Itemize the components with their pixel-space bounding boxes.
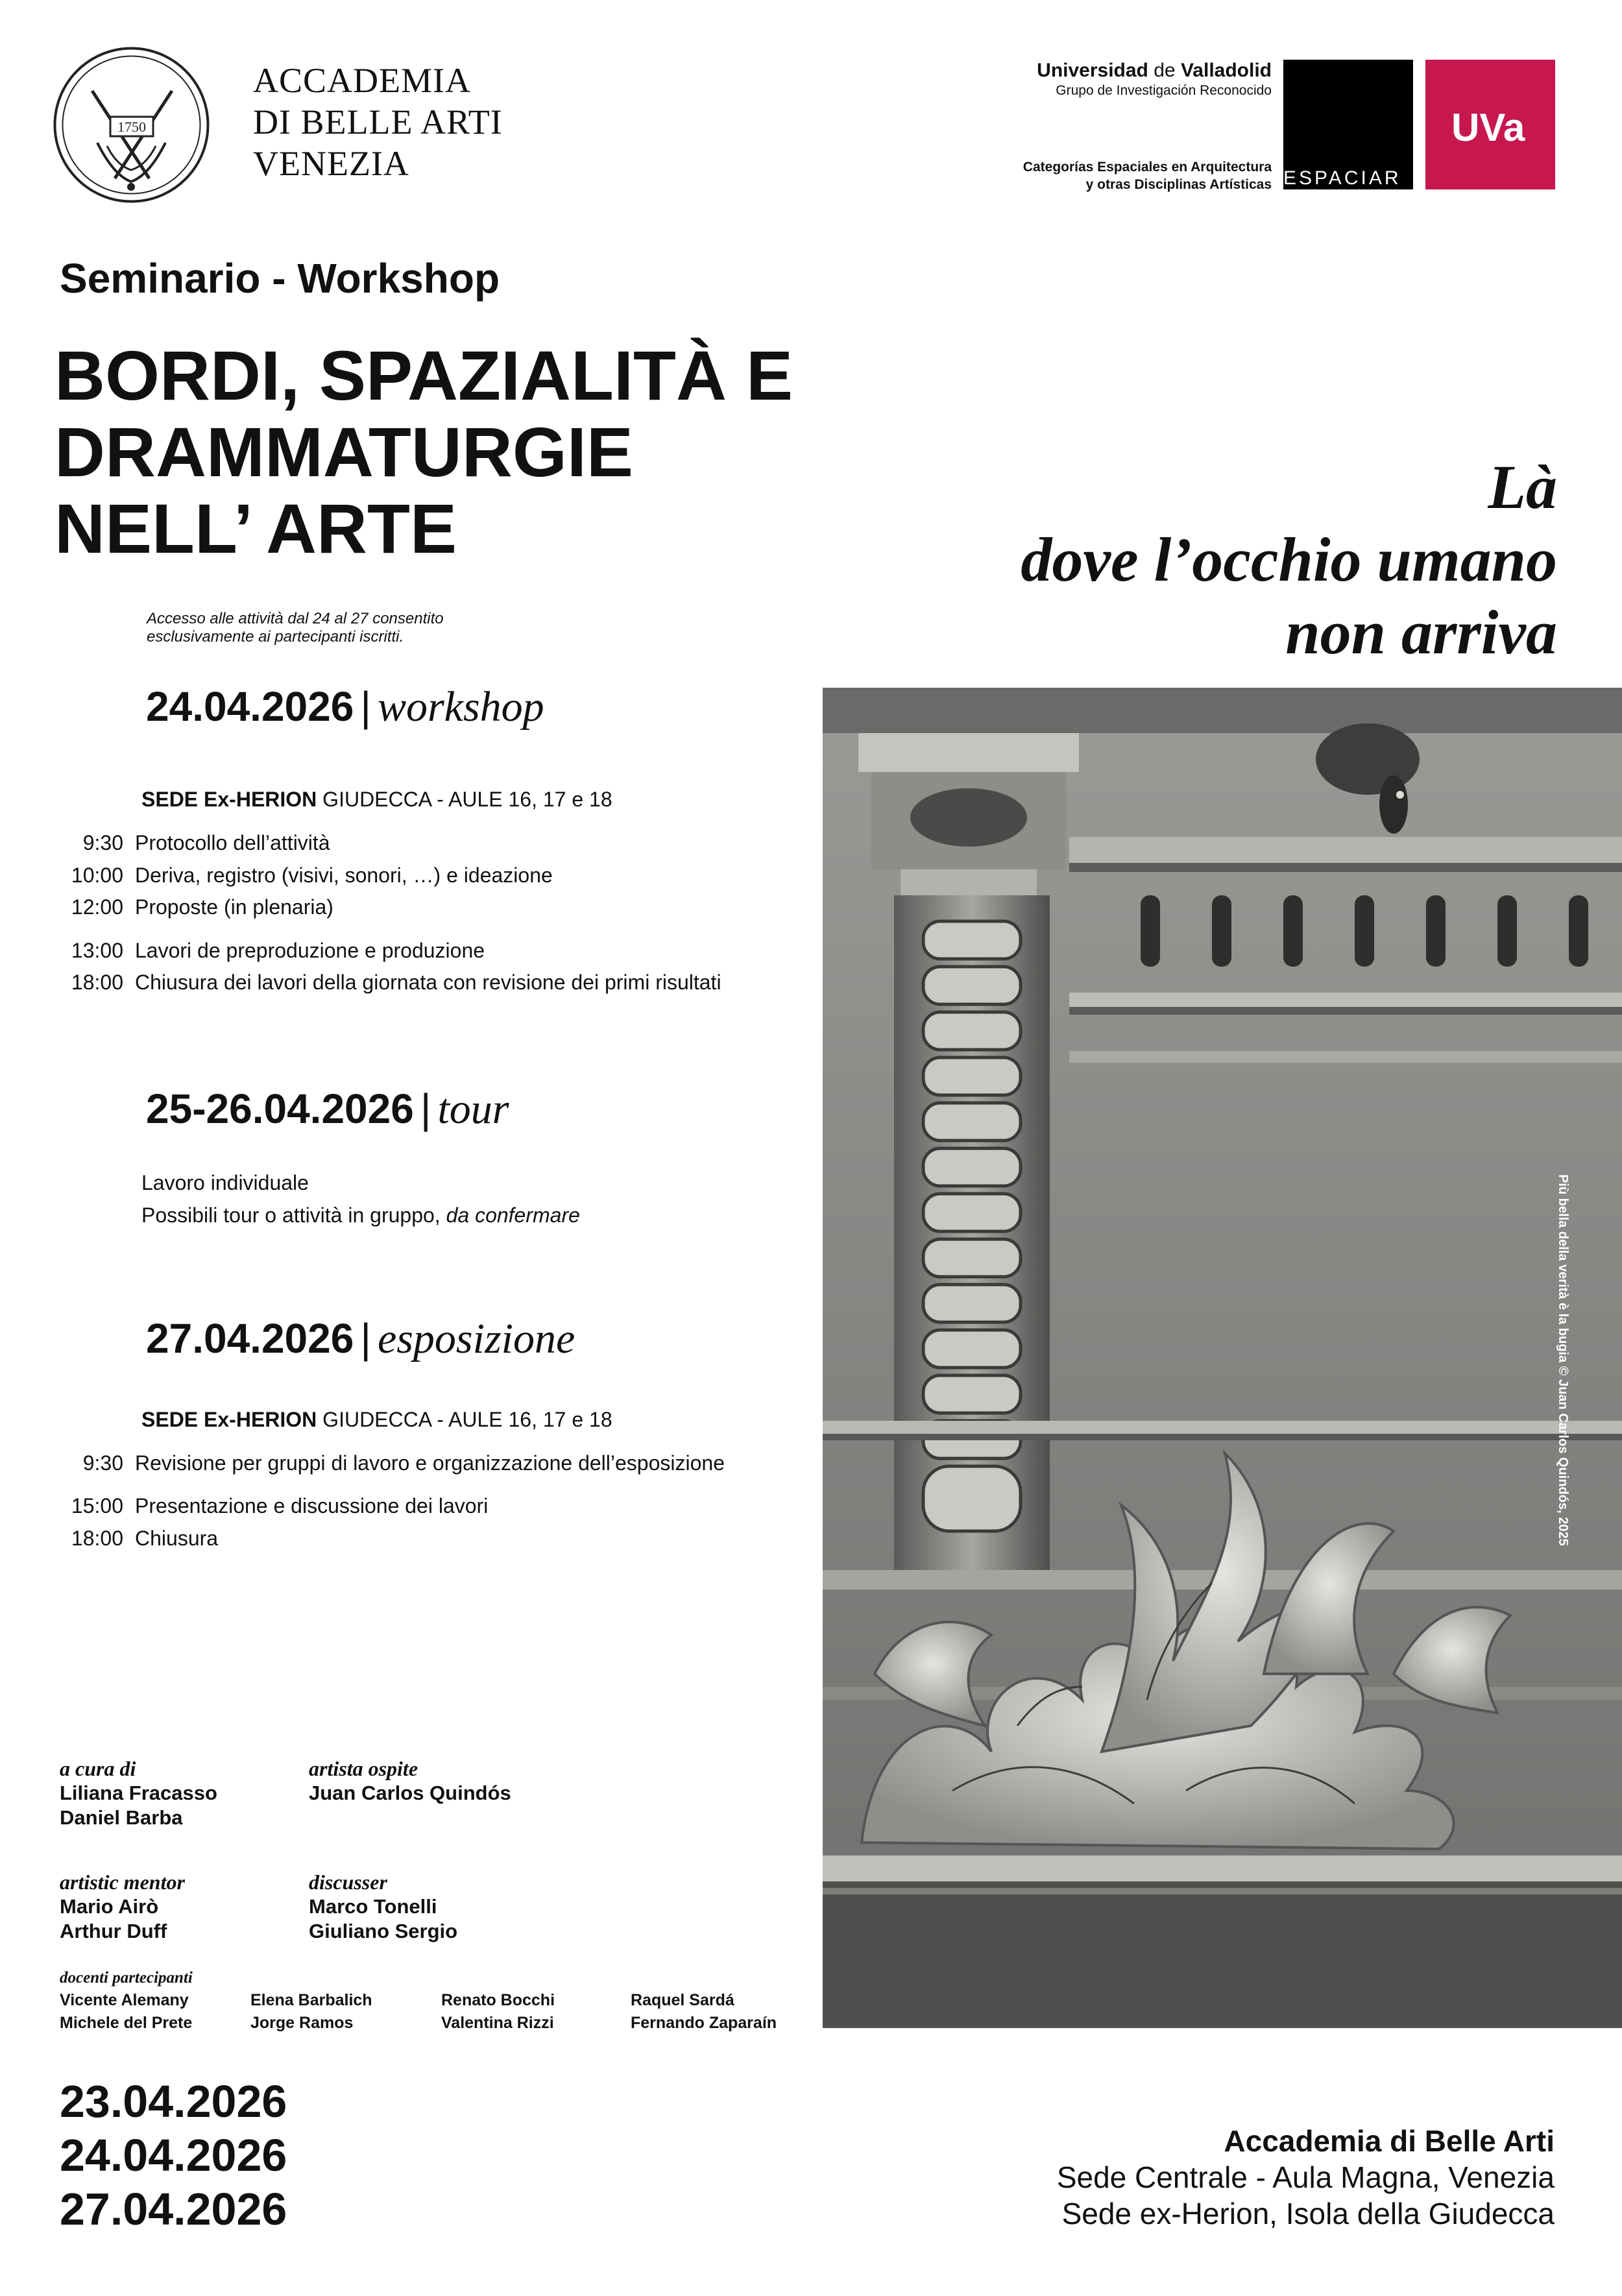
footer-date: 24.04.2026 bbox=[60, 2130, 287, 2181]
credit-person: Giuliano Sergio bbox=[309, 1920, 458, 1942]
credit-person: Liliana Fracasso bbox=[60, 1782, 217, 1804]
tagline-line: non arriva bbox=[1285, 598, 1557, 667]
footer-date: 23.04.2026 bbox=[60, 2076, 287, 2127]
schedule-time: 9:30 bbox=[82, 831, 123, 854]
academy-name-line: DI BELLE ARTI bbox=[253, 103, 503, 141]
credit-person: Arthur Duff bbox=[60, 1920, 167, 1942]
access-note bbox=[147, 610, 444, 646]
academy-name-line: VENEZIA bbox=[253, 144, 409, 183]
espaciar-label: ESPACIAR bbox=[1283, 167, 1413, 189]
day1-venue bbox=[141, 788, 612, 812]
schedule-time: 9:30 bbox=[82, 1451, 123, 1475]
footer-dates bbox=[60, 2075, 287, 2236]
day1-heading bbox=[146, 683, 544, 732]
day3-venue-name: SEDE Ex-HERION bbox=[141, 1408, 317, 1431]
schedule-desc: Presentazione e discussione dei lavori bbox=[135, 1494, 489, 1517]
teacher-column bbox=[250, 1989, 372, 2035]
seal-year: 1750 bbox=[117, 119, 146, 135]
footer-venue bbox=[908, 2123, 1555, 2232]
schedule-desc: Chiusura bbox=[135, 1527, 219, 1550]
credit-role: discusser bbox=[309, 1870, 387, 1894]
credit-person: Mario Airò bbox=[60, 1895, 159, 1918]
schedule-row bbox=[26, 831, 330, 857]
day2-kind: tour bbox=[437, 1085, 509, 1133]
academy-name bbox=[253, 60, 503, 184]
schedule-row bbox=[26, 939, 485, 965]
schedule-desc: Revisione per gruppi di lavoro e organizzazione dell’esposizione bbox=[135, 1451, 725, 1475]
credit-discussers bbox=[309, 1870, 457, 1944]
access-note-line: esclusivamente ai partecipanti iscritti. bbox=[147, 628, 404, 646]
schedule-time: 18:00 bbox=[71, 1527, 123, 1550]
title-line: BORDI, SPAZIALITÀ E bbox=[54, 336, 793, 415]
day1-venue-name: SEDE Ex-HERION bbox=[141, 788, 317, 811]
day3-heading bbox=[146, 1314, 575, 1364]
schedule-desc: Protocollo dell’attività bbox=[135, 831, 330, 854]
academy-name-line: ACCADEMIA bbox=[253, 61, 472, 100]
uva-logo-text: UVa bbox=[1451, 106, 1525, 149]
credit-mentors bbox=[60, 1870, 185, 1944]
ornament-photo bbox=[823, 688, 1622, 2028]
title-line: DRAMMATURGIE bbox=[54, 413, 633, 491]
day1-separator: | bbox=[360, 683, 371, 730]
day2-separator: | bbox=[420, 1085, 431, 1132]
day3-venue-detail: GIUDECCA - AULE 16, 17 e 18 bbox=[322, 1408, 612, 1431]
credit-person: Jorge Ramos bbox=[250, 2014, 354, 2032]
day2-line bbox=[141, 1203, 580, 1227]
teacher-column bbox=[441, 1989, 555, 2035]
day2-line-italic: da confermare bbox=[446, 1203, 580, 1227]
teacher-column bbox=[631, 1989, 777, 2035]
university-group: Grupo de Investigación Reconocido bbox=[1056, 83, 1272, 98]
schedule-time: 18:00 bbox=[71, 971, 123, 994]
day1-kind: workshop bbox=[377, 683, 544, 731]
research-category bbox=[941, 158, 1272, 193]
credit-person: Vicente Alemany bbox=[60, 1991, 189, 2009]
tagline bbox=[843, 451, 1557, 669]
credit-role: docenti partecipanti bbox=[60, 1969, 193, 1987]
schedule-time: 10:00 bbox=[71, 864, 123, 887]
day2-date: 25-26.04.2026 bbox=[146, 1085, 414, 1132]
day3-kind: esposizione bbox=[377, 1315, 575, 1362]
credit-person: Marco Tonelli bbox=[309, 1895, 437, 1918]
day1-date: 24.04.2026 bbox=[146, 683, 354, 730]
schedule-desc: Lavori de preproduzione e produzione bbox=[135, 939, 485, 962]
university-de: de bbox=[1154, 60, 1176, 81]
schedule-desc: Deriva, registro (visivi, sonori, …) e ideazione bbox=[135, 864, 553, 887]
schedule-row bbox=[26, 971, 721, 997]
schedule-row bbox=[26, 864, 553, 889]
day3-venue bbox=[141, 1408, 612, 1432]
category-line: y otras Disciplinas Artísticas bbox=[1085, 177, 1272, 192]
credit-person: Juan Carlos Quindós bbox=[309, 1782, 511, 1804]
credit-person: Elena Barbalich bbox=[250, 1991, 372, 2009]
schedule-desc: Chiusura dei lavori della giornata con revisione dei primi risultati bbox=[135, 971, 721, 994]
credit-guest bbox=[309, 1757, 511, 1806]
category-line: Categorías Espaciales en Arquitectura bbox=[1023, 160, 1272, 175]
teacher-column bbox=[60, 1989, 192, 2035]
university-name bbox=[941, 60, 1272, 82]
uva-logo bbox=[1425, 60, 1555, 189]
credit-person: Valentina Rizzi bbox=[441, 2014, 554, 2032]
credit-role: artista ospite bbox=[309, 1757, 418, 1780]
schedule-desc: Proposte (in plenaria) bbox=[135, 895, 333, 919]
credit-person: Raquel Sardá bbox=[631, 1991, 734, 2009]
tagline-line: Là bbox=[1488, 452, 1557, 522]
day2-line-text: Possibili tour o attività in gruppo, bbox=[141, 1203, 441, 1227]
day2-line: Lavoro individuale bbox=[141, 1171, 309, 1194]
day3-date: 27.04.2026 bbox=[146, 1315, 354, 1362]
schedule-row bbox=[26, 1527, 219, 1553]
photo-credit: Più bella della verità è la bugia © Juan Carlos Quindós, 2025 bbox=[1556, 1174, 1570, 1546]
university-word: Universidad bbox=[1037, 60, 1148, 81]
credit-person: Renato Bocchi bbox=[441, 1991, 555, 2009]
day2-heading bbox=[146, 1085, 509, 1134]
university-block bbox=[941, 60, 1272, 99]
title-line: NELL’ ARTE bbox=[54, 489, 457, 568]
schedule-time: 13:00 bbox=[71, 939, 123, 962]
credit-person: Daniel Barba bbox=[60, 1806, 183, 1829]
page-title bbox=[54, 337, 793, 567]
schedule-row bbox=[26, 1451, 725, 1477]
university-city: Valladolid bbox=[1180, 60, 1272, 81]
tagline-line: dove l’occhio umano bbox=[1021, 525, 1557, 594]
schedule-row bbox=[26, 1494, 489, 1520]
footer-date: 27.04.2026 bbox=[60, 2184, 287, 2234]
credit-person: Fernando Zaparaín bbox=[631, 2014, 777, 2032]
footer-venue-title: Accademia di Belle Arti bbox=[1224, 2124, 1555, 2158]
day1-venue-detail: GIUDECCA - AULE 16, 17 e 18 bbox=[322, 788, 612, 811]
schedule-time: 12:00 bbox=[71, 895, 123, 919]
footer-venue-line: Sede Centrale - Aula Magna, Venezia bbox=[1056, 2160, 1555, 2194]
access-note-line: Accesso alle attività dal 24 al 27 consentito bbox=[147, 610, 444, 627]
day3-separator: | bbox=[360, 1315, 371, 1362]
credit-curators bbox=[60, 1757, 217, 1830]
schedule-row bbox=[26, 895, 333, 921]
credit-person: Michele del Prete bbox=[60, 2014, 193, 2032]
event-kind: Seminario - Workshop bbox=[60, 255, 500, 302]
footer-venue-line: Sede ex-Herion, Isola della Giudecca bbox=[1061, 2197, 1555, 2230]
credit-role: artistic mentor bbox=[60, 1870, 185, 1894]
schedule-time: 15:00 bbox=[71, 1494, 123, 1517]
academy-seal-icon bbox=[52, 45, 211, 204]
credit-role: a cura di bbox=[60, 1757, 136, 1780]
